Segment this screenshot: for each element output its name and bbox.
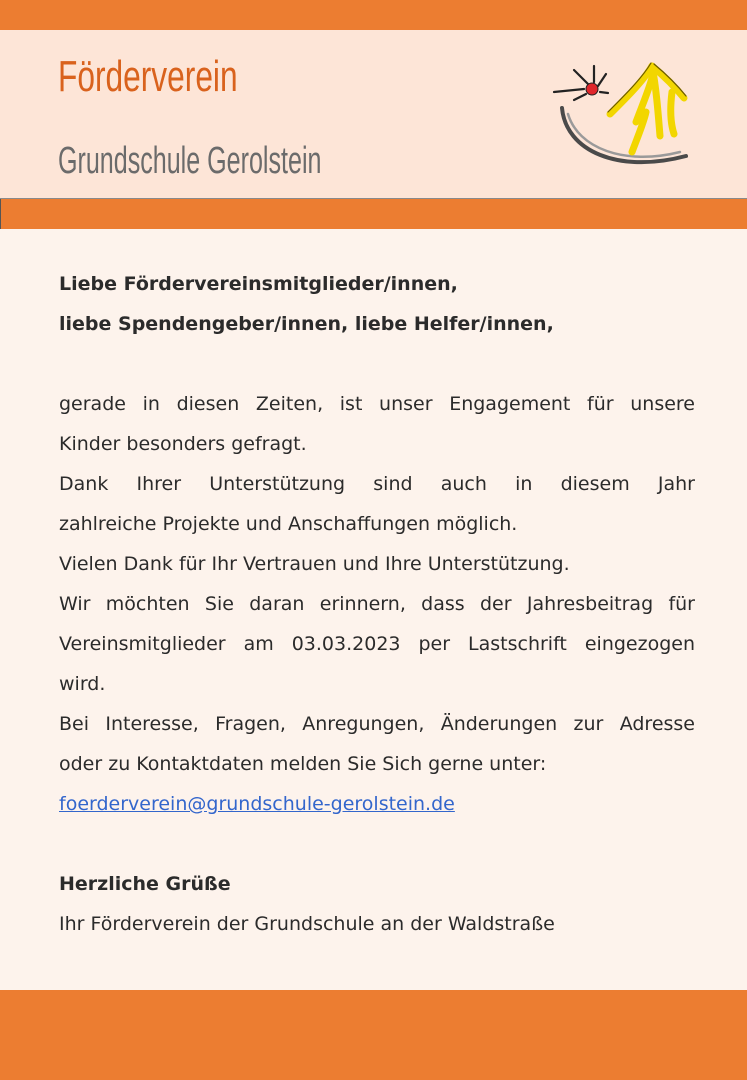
paragraph-line: gerade in diesen Zeiten, ist unser Engagement für unsere — [59, 393, 695, 415]
greeting-line-1: Liebe Fördervereinsmitglieder/innen, — [59, 273, 458, 295]
paragraph-line: Bei Interesse, Fragen, Anregungen, Änderungen zur Adresse — [59, 713, 695, 735]
greeting-line-2: liebe Spendengeber/innen, liebe Helfer/innen, — [59, 313, 554, 335]
children-figures-icon — [610, 66, 684, 152]
spacer — [59, 824, 695, 864]
org-name: Förderverein — [58, 52, 238, 101]
bottom-band — [0, 990, 747, 1080]
paragraph-line: Vereinsmitglieder am 03.03.2023 per Lastschrift eingezogen — [59, 633, 695, 655]
spacer — [59, 344, 695, 384]
paragraph-line: Kinder besonders gefragt. — [59, 433, 307, 455]
paragraph-line: zahlreiche Projekte und Anschaffungen möglich. — [59, 513, 518, 535]
email-link[interactable]: foerderverein@grundschule-gerolstein.de — [59, 793, 455, 815]
closing: Herzliche Grüße — [59, 873, 231, 895]
paragraph-line: oder zu Kontaktdaten melden Sie Sich gerne unter: — [59, 753, 547, 775]
paragraph-line: Vielen Dank für Ihr Vertrauen und Ihre Unterstützung. — [59, 553, 570, 575]
paragraph-line: wird. — [59, 673, 106, 695]
header-band — [0, 199, 747, 229]
signature: Ihr Förderverein der Grundschule an der Waldstraße — [59, 913, 555, 935]
paragraph-line: Wir möchten Sie daran erinnern, dass der Jahresbeitrag für — [59, 593, 695, 615]
sun-rays-icon — [554, 66, 608, 100]
top-band — [0, 0, 747, 30]
letter-body — [59, 264, 695, 944]
school-logo — [548, 56, 698, 181]
sun-icon — [586, 83, 598, 95]
school-name: Grundschule Gerolstein — [58, 140, 322, 182]
paragraph-line: Dank Ihrer Unterstützung sind auch in diesem Jahr — [59, 473, 695, 495]
